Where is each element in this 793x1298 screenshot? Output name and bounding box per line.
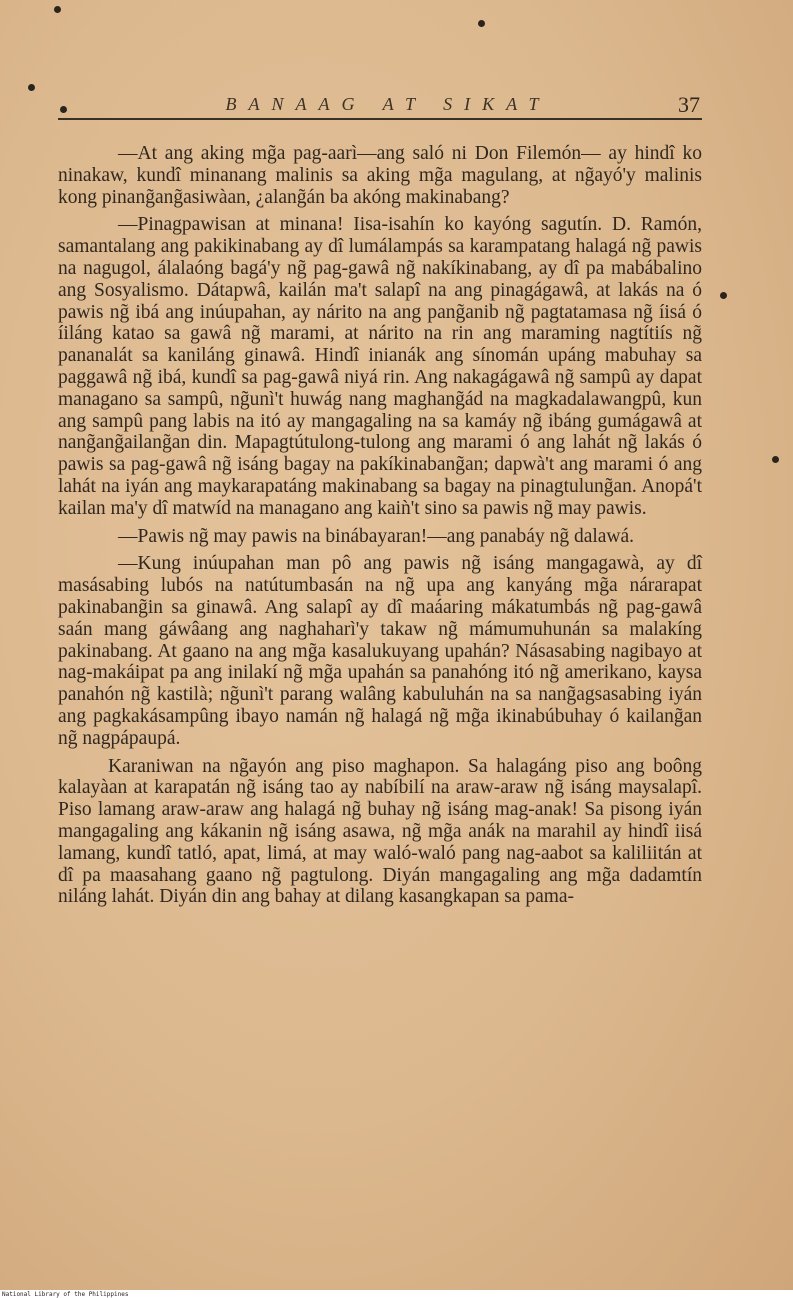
page-speck (28, 84, 35, 91)
page-speck (54, 6, 61, 13)
page-header (58, 92, 702, 120)
header-rule (58, 118, 702, 120)
page-speck (720, 292, 727, 299)
page-number: 37 (678, 92, 700, 117)
paragraph-4: —Kung inúupahan man pô ang pawis ng̃ isáng mangagawà, ay dî masásabing lubós na natútumbasán na ng̃ upa ang kanyáng mg̃a nárarapat pakinabang̃in sa ginawâ. Ang salapî ay dî maáaring mákatumbás ng̃ pag-gawâ saán mang gáwâang ang naghaharì'y takaw ng̃ mámumuhunán sa malakíng pakinabang. At gaano na ang mg̃a kasalukuyang upahán? Násasabing nagibayo at nag-makáipat pa ang inilakí ng̃ mg̃a upahán sa panahóng itó ng̃ amerikano, kaysa panahón ng̃ kastilà; ng̃unì't parang walâng kabuluhán na sa nang̃agsasabing iyán ang pagkakásampûng ibayo namán ng̃ halagá ng̃ mg̃a ikinabúbuhay ó kailang̃an ng̃ nagpápaupá. (58, 553, 702, 749)
page-speck (772, 456, 779, 463)
body-text (58, 143, 702, 908)
paragraph-3: —Pawis ng̃ may pawis na binábayaran!—ang panabáy ng̃ dalawá. (118, 525, 635, 547)
paragraph-2: —Pinagpawisan at minana! Iisa-isahín ko kayóng sagutín. D. Ramón, samantalang ang pakikinabang ay dî lumálampás sa karampatang halagá ng̃ pawis na nagugol, álalaóng bagá'y ng̃ pag-gawâ ng̃ nakíkinabang, ay dî pa mabábalino ang Sosyalismo. Dátapwâ, kailán ma't salapî na ang pinagágawâ, at lakás na ó pawis ng̃ ibá ang inúupahan, ay nárito na ang pang̃anib ng̃ pagtatamasa ng̃ íisá ó íiláng katao sa gawâ ng̃ marami, at nárito na rin ang maraming nagtítiís ng̃ pananalát sa kaniláng ginawâ. Hindî inianák ang sínomán upáng mabuhay sa paggawâ ng̃ ibá, kundî sa pag-gawâ niyá rin. Ang nakagágawâ ng̃ sampû ay dapat managano sa sampû, ng̃unì't huwág nang maghang̃ád na magkadalawangpû, kun ang sampû pang labis na itó ay mangagaling na sa kamáy ng̃ ibáng gumágawâ at nang̃ang̃ailang̃an din. Mapagtútulong-tulong ang marami ó ang lahát ng̃ lakás ó pawis sa pag-gawâ ng̃ isáng bagay na pakíkinabang̃an; dapwà't ang marami ó ang lahát na iyán ang maykarapatáng makinabang sa bagay na pinagtulung̃an. Anopá't kailan ma'y dî matwíd na managano ang kaiǹ't sino sa pawis ng̃ may pawis. (58, 214, 702, 519)
library-credit: National Library of the Philippines (2, 1291, 129, 1298)
running-title: BANAAG AT SIKAT (225, 94, 551, 114)
page-speck (478, 20, 485, 27)
paragraph-5: Karaniwan na ng̃ayón ang piso maghapon. Sa halagáng piso ang boông kalayàan at karapatán ng̃ isáng tao ay nabíbilí na araw-araw ng̃ isáng maysalapî. Piso lamang araw-araw ang halagá ng̃ buhay ng̃ isáng mag-anak! Sa pisong iyán mangagaling ang kákanin ng̃ isáng asawa, ng̃ mg̃a anák na marahil ay hindî iisá lamang, kundî tatló, apat, limá, at may waló-waló pang nag-aabot sa kaliliitán at dî pa maasahang gaano ng̃ pagtulong. Diyán mangagaling ang mg̃a dadamtín niláng lahát. Diyán din ang bahay at dilang kasangkapan sa pama- (58, 755, 702, 908)
paragraph-1: —At ang aking mg̃a pag-aarì—ang saló ni Don Filemón— ay hindî ko ninakaw, kundî minanang malinis sa aking mg̃a magulang, at ng̃ayó'y malinis kong pinang̃ang̃asiwàan, ¿alang̃án ba akóng makinabang? (58, 143, 702, 208)
